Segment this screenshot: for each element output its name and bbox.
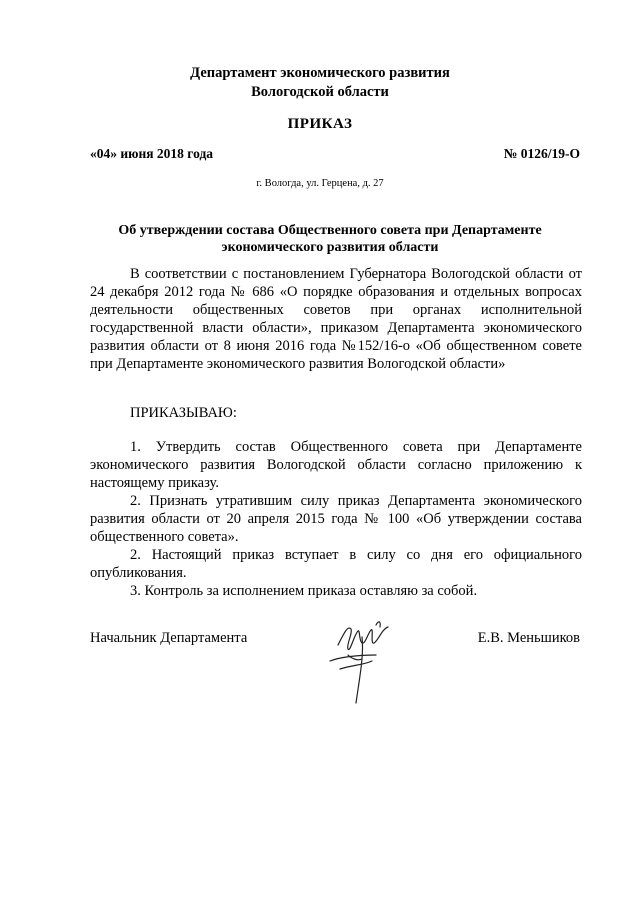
document-title — [60, 222, 600, 256]
organization-line-2: Вологодской области — [251, 84, 389, 100]
document-number: № 0126/19-О — [503, 146, 580, 161]
signatory-position: Начальник Департамента — [90, 630, 248, 646]
preamble-paragraph — [90, 265, 582, 373]
signatory-name: Е.В. Меньшиков — [477, 630, 580, 646]
order-word: ПРИКАЗЫВАЮ: — [130, 405, 237, 421]
order-items — [90, 438, 582, 600]
order-item-4: 3. Контроль за исполнением приказа оставляю за собой. — [130, 583, 478, 599]
preamble-text: В соответствии с постановлением Губернатора Вологодской области от 24 декабря 2012 года № 686 «О порядке образования и отдельных вопросах деятельности общественных советов при органах исполнительной государственной власти области», приказом Департамента экономического развития области от 8 июня 2016 года №152/16-о «Об общественном совете при Департаменте экономического развития Вологодской области» — [90, 266, 582, 372]
document-type: ПРИКАЗ — [287, 116, 353, 132]
order-item-3: 2. Настоящий приказ вступает в силу со дня его официального опубликования. — [90, 547, 582, 581]
document-date: «04» июня 2018 года — [90, 146, 214, 161]
title-line-2: экономического развития области — [221, 240, 439, 255]
signature-image — [318, 615, 408, 705]
document-place: г. Вологда, ул. Герцена, д. 27 — [256, 178, 384, 189]
title-line-1: Об утверждении состава Общественного совета при Департаменте — [118, 223, 542, 238]
order-item-2: 2. Признать утратившим силу приказ Департамента экономического развития области от 20 апреля 2015 года № 100 «Об утверждении состава общественного совета». — [90, 493, 582, 545]
organization-line-1: Департамент экономического развития — [190, 65, 450, 81]
organization-header — [0, 64, 640, 102]
handwritten-signature — [318, 615, 408, 710]
order-item-1: 1. Утвердить состав Общественного совета при Департаменте экономического развития Вологодской области согласно приложению к настоящему приказу. — [90, 439, 582, 491]
